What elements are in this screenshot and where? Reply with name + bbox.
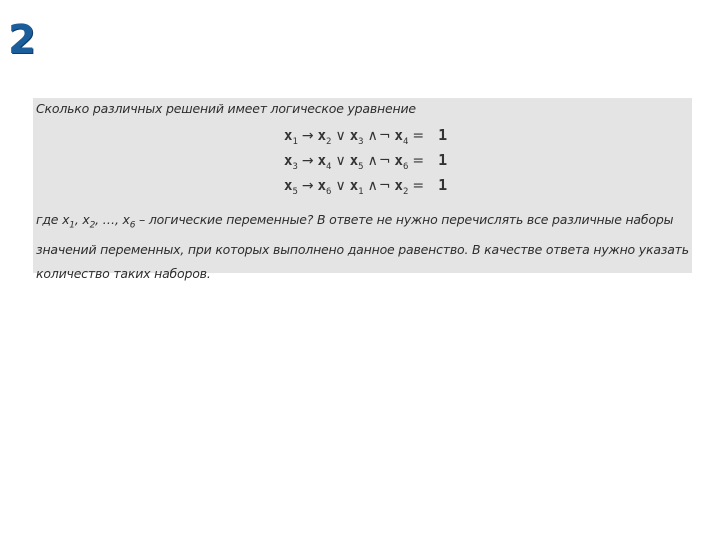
term-a: $x_3$ [284, 153, 298, 172]
not-op: ¬ [378, 153, 391, 169]
term-c: $x_1$ [349, 178, 364, 197]
equation-row-1 [284, 126, 689, 151]
term-b: $x_4$ [317, 153, 332, 172]
term-a: $x_1$ [284, 128, 298, 147]
implies-op: → [301, 128, 314, 144]
equation-list [36, 126, 689, 201]
term-c: $x_5$ [349, 153, 364, 172]
term-d: $x_6$ [394, 153, 409, 172]
implies-op: → [301, 153, 314, 169]
and-op: ∧ [367, 128, 378, 144]
question-tail: где $x_1$, $x_2$, …, $x_6$ – логические переменные? В ответе не нужно перечислять все различные наборы значений переменных, при которых выполнено данное равенство. В качестве ответа нужно указать количество таких наборов. [36, 212, 689, 281]
variable-x6: $x_6$ [122, 212, 136, 231]
task-box [33, 98, 692, 281]
equation-row-2 [284, 151, 689, 176]
not-op: ¬ [378, 128, 391, 144]
term-b: $x_6$ [317, 178, 332, 197]
or-op: ∨ [335, 178, 346, 194]
equation-rhs: 1 [438, 151, 448, 169]
term-a: $x_5$ [284, 178, 298, 197]
equals-op: = [412, 178, 425, 194]
equation-rhs: 1 [438, 126, 448, 144]
term-d: $x_4$ [394, 128, 409, 147]
variable-x2: $x_2$ [82, 212, 96, 231]
equals-op: = [412, 153, 425, 169]
equation-rhs: 1 [438, 176, 448, 194]
equation-row-3 [284, 176, 689, 201]
implies-op: → [301, 178, 314, 194]
or-op: ∨ [335, 128, 346, 144]
variable-x1: $x_1$ [62, 212, 75, 231]
term-d: $x_2$ [394, 178, 409, 197]
question-tail-text: – логические переменные? В ответе не нужно перечислять все различные наборы значений переменных, при которых выполнено данное равенство. В качестве ответа нужно указать количество таких наборов. [36, 212, 689, 281]
slide-number: 2 [8, 17, 36, 63]
and-op: ∧ [367, 153, 378, 169]
question-intro: Сколько различных решений имеет логическое уравнение [36, 101, 416, 116]
term-b: $x_2$ [317, 128, 332, 147]
or-op: ∨ [335, 153, 346, 169]
not-op: ¬ [378, 178, 391, 194]
equals-op: = [412, 128, 425, 144]
term-c: $x_3$ [349, 128, 364, 147]
and-op: ∧ [367, 178, 378, 194]
